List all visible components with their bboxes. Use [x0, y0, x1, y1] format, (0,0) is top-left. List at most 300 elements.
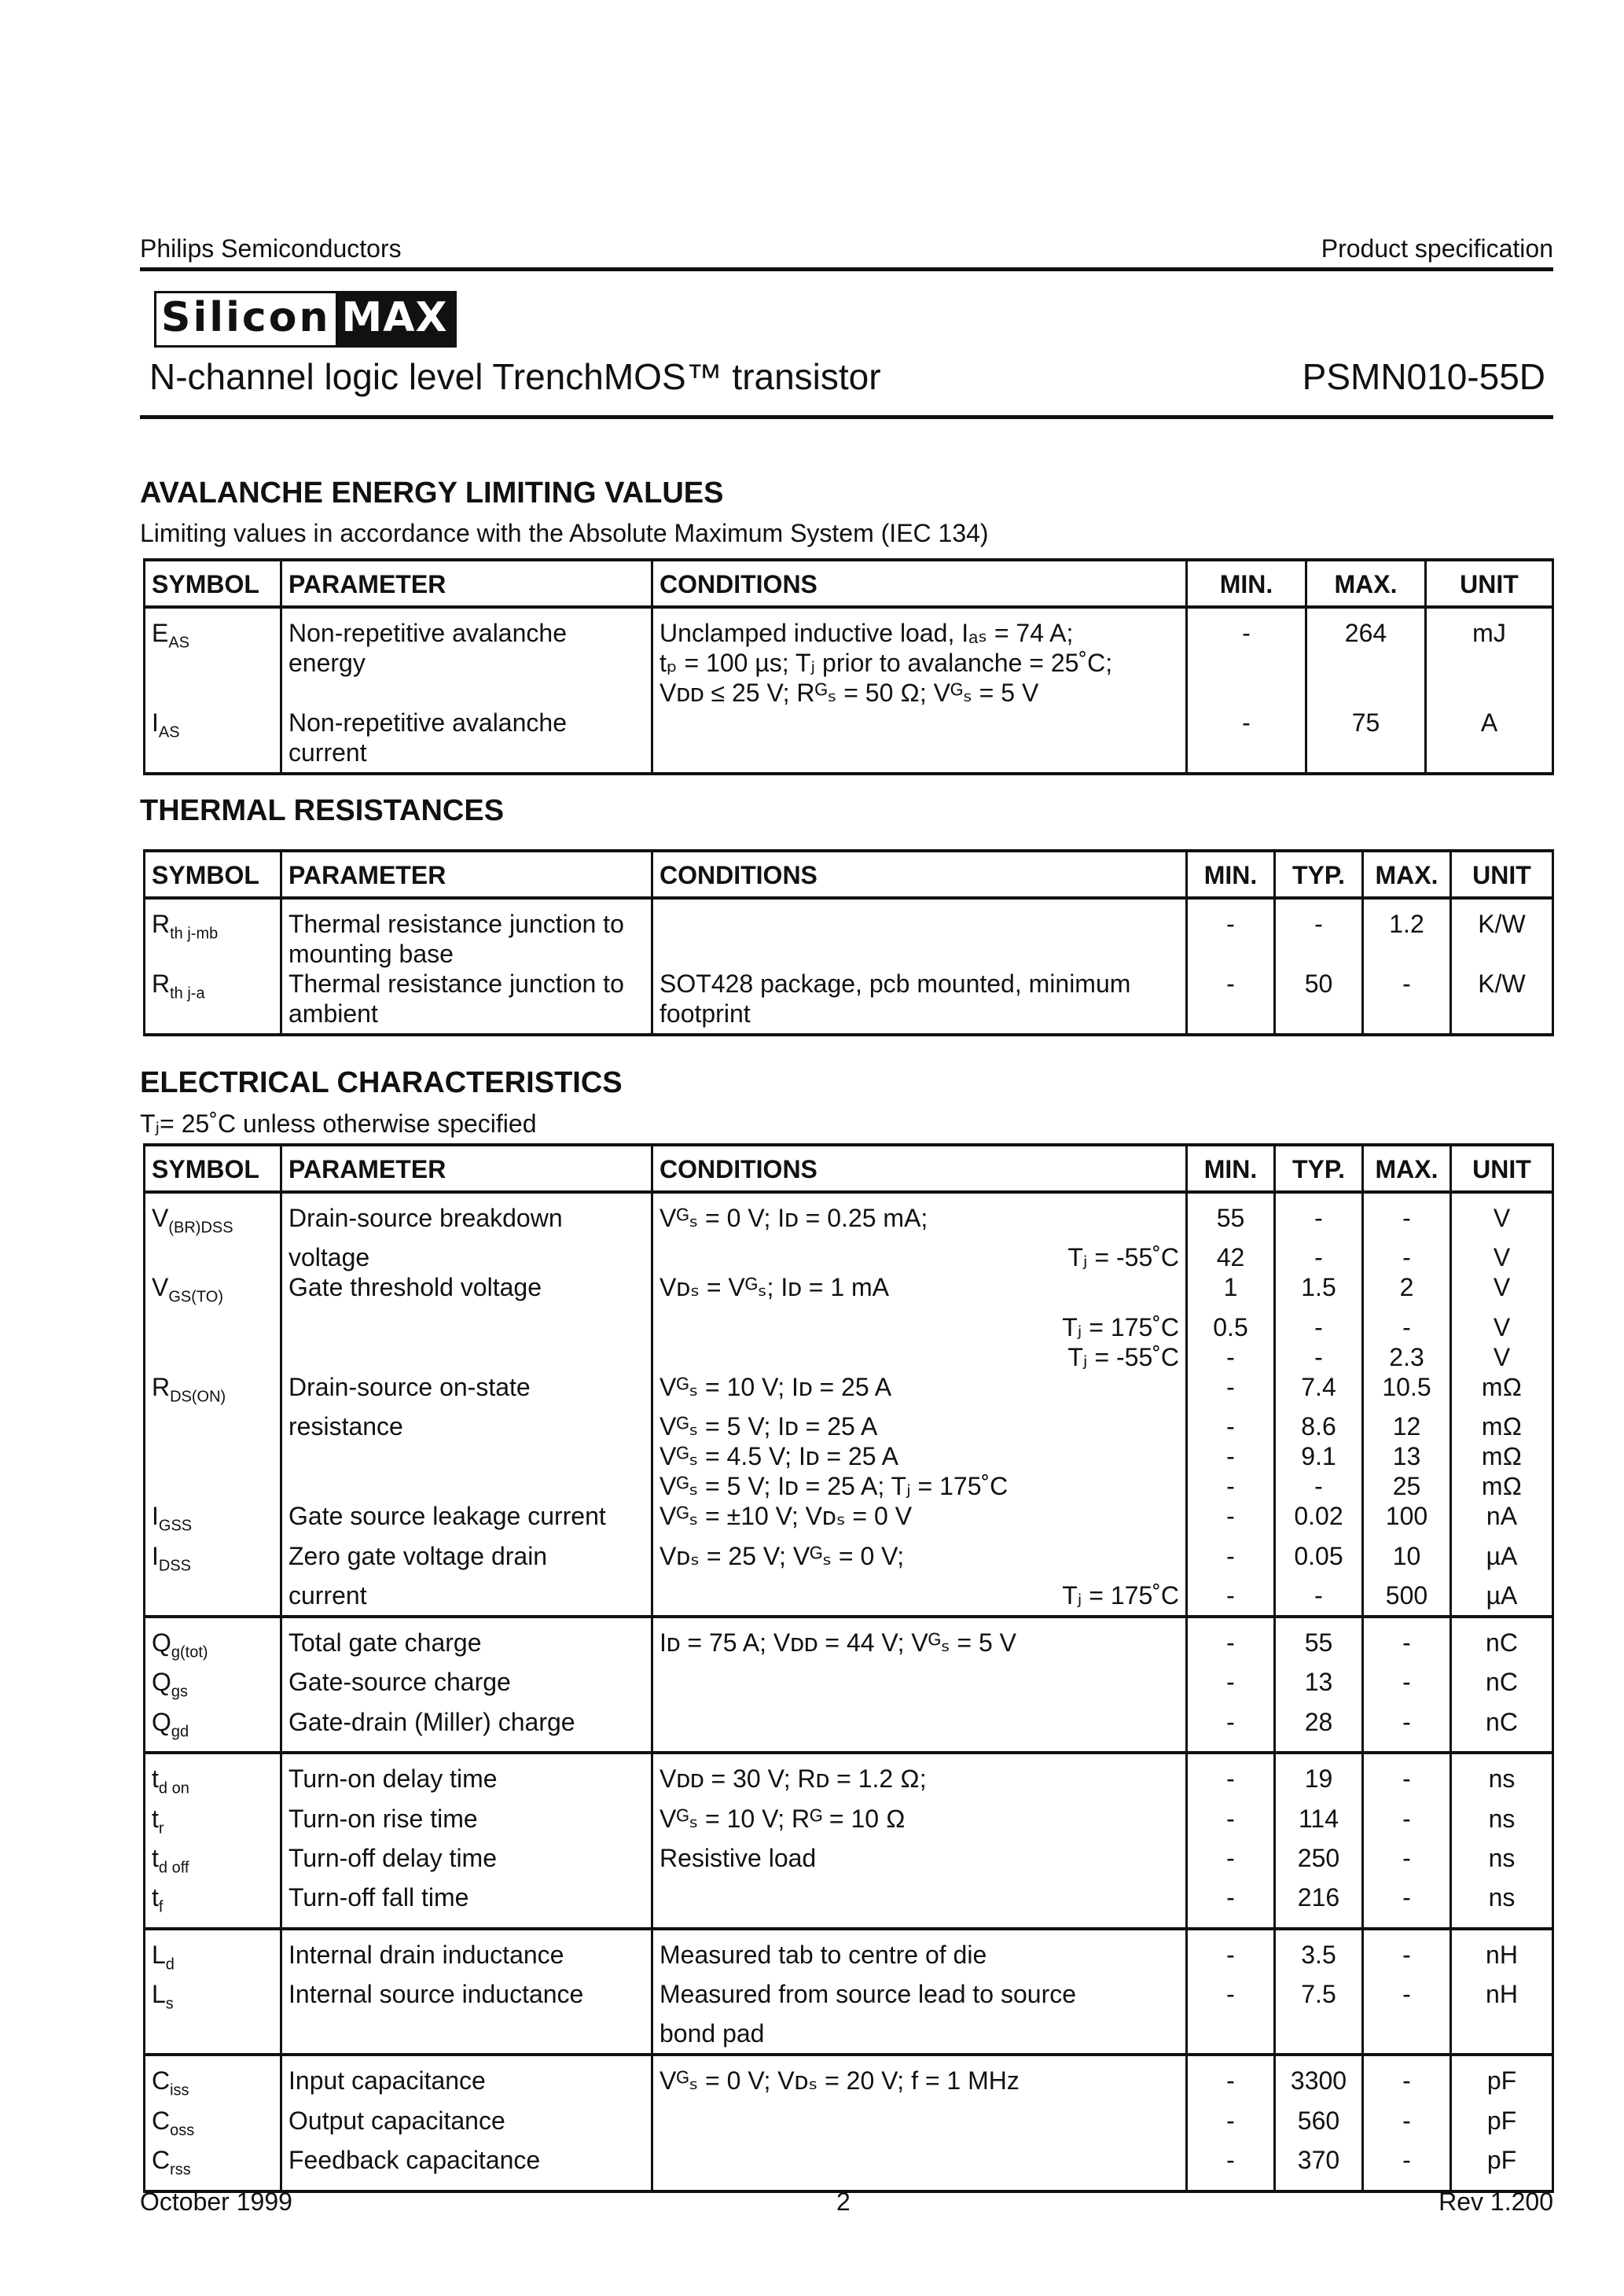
- table-row: [145, 1929, 1553, 1979]
- max-cell: -: [1363, 1707, 1451, 1753]
- symbol-cell: [145, 898, 281, 969]
- conditions-cell: [652, 1979, 1187, 2018]
- unit-cell: V: [1451, 1312, 1553, 1342]
- col-symbol: SYMBOL: [145, 851, 281, 898]
- symbol-sub: g(tot): [171, 1643, 208, 1661]
- max-cell: -: [1363, 2106, 1451, 2145]
- logo-text-max: MAX: [336, 293, 454, 345]
- table-header-row: [145, 560, 1553, 607]
- table-row: [145, 607, 1553, 708]
- col-unit: UNIT: [1426, 560, 1553, 607]
- conditions-cell: [652, 1707, 1187, 1753]
- max-cell: 2.3: [1363, 1342, 1451, 1372]
- symbol-sub: DSS: [158, 1556, 192, 1574]
- symbol: I: [152, 1502, 159, 1531]
- parameter-cell: Gate threshold voltage: [281, 1272, 652, 1312]
- parameter-cell: Total gate charge: [281, 1617, 652, 1667]
- col-max: MAX.: [1363, 1145, 1451, 1192]
- symbol-cell: [145, 1979, 281, 2018]
- min-cell: -: [1187, 1804, 1275, 1843]
- avalanche-note: Limiting values in accordance with the Absolute Maximum System (IEC 134): [140, 519, 989, 547]
- conditions-cell: [652, 1541, 1187, 1580]
- table-row: [145, 1667, 1553, 1706]
- parameter-cell: Internal source inductance: [281, 1979, 652, 2018]
- table-row: [145, 1843, 1553, 1882]
- conditions-cell: [652, 607, 1187, 708]
- symbol: L: [152, 1940, 166, 1969]
- col-symbol: SYMBOL: [145, 1145, 281, 1192]
- col-parameter: PARAMETER: [281, 560, 652, 607]
- unit-cell: pF: [1451, 2055, 1553, 2105]
- condition-line: tₚ = 100 µs; Tⱼ prior to avalanche = 25˚C;: [660, 649, 1113, 677]
- max-cell: -: [1363, 1979, 1451, 2018]
- table-row: [145, 969, 1553, 1035]
- symbol-sub: f: [158, 1898, 164, 1916]
- symbol-cell: [145, 1843, 281, 1882]
- table-header-row: [145, 851, 1553, 898]
- max-cell: 12: [1363, 1411, 1451, 1441]
- symbol-cell: [145, 1372, 281, 1411]
- col-conditions: CONDITIONS: [652, 560, 1187, 607]
- symbol: R: [152, 970, 171, 998]
- typ-cell: 19: [1275, 1753, 1363, 1803]
- parameter-cell: Drain-source on-state: [281, 1372, 652, 1411]
- condition-line: Vᴳₛ = 0 V; Iᴅ = 0.25 mA;: [660, 1204, 928, 1232]
- min-cell: -: [1187, 1882, 1275, 1928]
- table-row: [145, 1411, 1553, 1441]
- symbol-cell: [145, 1441, 281, 1471]
- symbol-cell: [145, 1617, 281, 1667]
- symbol: Q: [152, 1628, 171, 1657]
- table-row: [145, 1441, 1553, 1471]
- table-row: [145, 898, 1553, 969]
- max-cell: -: [1363, 1192, 1451, 1242]
- table-row: [145, 1979, 1553, 2018]
- max-cell: 264: [1306, 607, 1426, 708]
- unit-cell: V: [1451, 1272, 1553, 1312]
- parameter-cell: [281, 1342, 652, 1372]
- symbol-sub: gd: [171, 1723, 189, 1741]
- conditions-cell: [652, 1471, 1187, 1501]
- condition-line: Vᴳₛ = 10 V; Iᴅ = 25 A: [660, 1372, 892, 1401]
- symbol-sub: GS(TO): [168, 1288, 223, 1306]
- typ-cell: -: [1275, 898, 1363, 969]
- max-cell: [1363, 2018, 1451, 2055]
- col-conditions: CONDITIONS: [652, 851, 1187, 898]
- conditions-cell: [652, 1441, 1187, 1471]
- symbol: Q: [152, 1668, 171, 1697]
- doc-type: Product specification: [1321, 234, 1553, 263]
- conditions-cell: [652, 1242, 1187, 1272]
- symbol: R: [152, 910, 171, 938]
- symbol-cell: [145, 2018, 281, 2055]
- thermal-table: [143, 849, 1554, 1036]
- min-cell: -: [1187, 1471, 1275, 1501]
- symbol-cell: [145, 1753, 281, 1803]
- max-cell: -: [1363, 1804, 1451, 1843]
- row-group: [145, 1929, 1553, 2055]
- symbol-sub: th j-mb: [170, 925, 219, 943]
- unit-cell: nA: [1451, 1501, 1553, 1540]
- max-cell: -: [1363, 1882, 1451, 1928]
- typ-cell: 28: [1275, 1707, 1363, 1753]
- symbol-sub: th j-a: [170, 984, 205, 1003]
- typ-cell: 8.6: [1275, 1411, 1363, 1441]
- table-row: [145, 1242, 1553, 1272]
- symbol-cell: [145, 2055, 281, 2105]
- min-cell: -: [1187, 2106, 1275, 2145]
- max-cell: -: [1363, 1843, 1451, 1882]
- unit-cell: nH: [1451, 1929, 1553, 1979]
- symbol-sub: iss: [170, 2081, 189, 2099]
- typ-cell: 1.5: [1275, 1272, 1363, 1312]
- typ-cell: 7.5: [1275, 1979, 1363, 2018]
- unit-cell: mΩ: [1451, 1411, 1553, 1441]
- parameter-cell: [281, 1312, 652, 1342]
- typ-cell: 216: [1275, 1882, 1363, 1928]
- min-cell: -: [1187, 1411, 1275, 1441]
- symbol-cell: [145, 1929, 281, 1979]
- unit-cell: ns: [1451, 1882, 1553, 1928]
- min-cell: -: [1187, 1501, 1275, 1540]
- condition-temperature: Tⱼ = -55˚C: [1067, 1243, 1179, 1272]
- typ-cell: 3300: [1275, 2055, 1363, 2105]
- symbol-sub: GSS: [158, 1517, 193, 1535]
- parameter-cell: Turn-on rise time: [281, 1804, 652, 1843]
- logo-text-silicon: Silicon: [156, 293, 336, 345]
- table-row: [145, 1541, 1553, 1580]
- table-row: [145, 1192, 1553, 1242]
- condition-line: Vᴳₛ = 5 V; Iᴅ = 25 A: [660, 1412, 878, 1441]
- conditions-cell: [652, 1411, 1187, 1441]
- min-cell: -: [1187, 2055, 1275, 2105]
- max-cell: -: [1363, 969, 1451, 1035]
- typ-cell: -: [1275, 1242, 1363, 1272]
- parameter-cell: Output capacitance: [281, 2106, 652, 2145]
- min-cell: -: [1187, 1753, 1275, 1803]
- unit-cell: pF: [1451, 2106, 1553, 2145]
- max-cell: -: [1363, 1753, 1451, 1803]
- device-title: N-channel logic level TrenchMOS™ transistor: [149, 356, 881, 397]
- parameter-cell: Turn-on delay time: [281, 1753, 652, 1803]
- min-cell: -: [1187, 1617, 1275, 1667]
- symbol-cell: [145, 1707, 281, 1753]
- avalanche-table: [143, 558, 1554, 775]
- condition-line: Vᴳₛ = ±10 V; Vᴅₛ = 0 V: [660, 1502, 913, 1531]
- symbol-sub: d: [165, 1956, 175, 1974]
- symbol-cell: [145, 2106, 281, 2145]
- table-row: [145, 1617, 1553, 1667]
- typ-cell: 250: [1275, 1843, 1363, 1882]
- condition-temperature: Tⱼ = 175˚C: [1062, 1312, 1179, 1341]
- typ-cell: -: [1275, 1342, 1363, 1372]
- conditions-cell: [652, 2145, 1187, 2191]
- symbol-cell: [145, 1471, 281, 1501]
- conditions-cell: [652, 2106, 1187, 2145]
- symbol-sub: d on: [158, 1779, 189, 1797]
- max-cell: -: [1363, 1312, 1451, 1342]
- typ-cell: 55: [1275, 1617, 1363, 1667]
- unit-cell: V: [1451, 1242, 1553, 1272]
- typ-cell: 3.5: [1275, 1929, 1363, 1979]
- unit-cell: K/W: [1451, 969, 1553, 1035]
- avalanche-heading: AVALANCHE ENERGY LIMITING VALUES: [140, 476, 724, 510]
- max-cell: 2: [1363, 1272, 1451, 1312]
- condition-line: Vᴳₛ = 0 V; Vᴅₛ = 20 V; f = 1 MHz: [660, 2066, 1020, 2095]
- col-conditions: CONDITIONS: [652, 1145, 1187, 1192]
- symbol: I: [152, 708, 159, 737]
- col-typ: TYP.: [1275, 851, 1363, 898]
- unit-cell: mJ: [1426, 607, 1553, 708]
- unit-cell: ns: [1451, 1753, 1553, 1803]
- condition-line: Vᴅₛ = Vᴳₛ; Iᴅ = 1 mA: [660, 1273, 890, 1302]
- typ-cell: 0.02: [1275, 1501, 1363, 1540]
- symbol-sub: s: [165, 1995, 174, 2013]
- min-cell: 1: [1187, 1272, 1275, 1312]
- table-header-row: [145, 1145, 1553, 1192]
- parameter-cell: resistance: [281, 1411, 652, 1441]
- conditions-cell: [652, 1312, 1187, 1342]
- min-cell: -: [1187, 607, 1306, 708]
- typ-cell: -: [1275, 1471, 1363, 1501]
- symbol-cell: [145, 1541, 281, 1580]
- condition-line: Iᴅ = 75 A; Vᴅᴅ = 44 V; Vᴳₛ = 5 V: [660, 1628, 1017, 1657]
- conditions-cell: [652, 1753, 1187, 1803]
- symbol-sub: DS(ON): [170, 1388, 226, 1406]
- condition-line: Unclamped inductive load, Iₐₛ = 74 A;: [660, 619, 1074, 647]
- parameter-cell: Turn-off fall time: [281, 1882, 652, 1928]
- condition-line: Resistive load: [660, 1843, 817, 1872]
- parameter-cell: Thermal resistance junction to ambient: [281, 969, 652, 1035]
- typ-cell: 114: [1275, 1804, 1363, 1843]
- condition-line: Vᴅₛ = 25 V; Vᴳₛ = 0 V;: [660, 1541, 905, 1570]
- min-cell: -: [1187, 1342, 1275, 1372]
- row-group: [145, 2055, 1553, 2191]
- table-row: [145, 2018, 1553, 2055]
- header-rule: [140, 267, 1553, 271]
- max-cell: 25: [1363, 1471, 1451, 1501]
- typ-cell: -: [1275, 1312, 1363, 1342]
- unit-cell: µA: [1451, 1541, 1553, 1580]
- min-cell: -: [1187, 1441, 1275, 1471]
- symbol: Q: [152, 1707, 171, 1736]
- parameter-cell: Drain-source breakdown: [281, 1192, 652, 1242]
- unit-cell: mΩ: [1451, 1372, 1553, 1411]
- condition-line: Vᴳₛ = 5 V; Iᴅ = 25 A; Tⱼ = 175˚C: [660, 1472, 1009, 1501]
- electrical-note: Tⱼ= 25˚C unless otherwise specified: [140, 1109, 537, 1138]
- symbol-sub: rss: [170, 2161, 191, 2179]
- condition-line: Vᴅᴅ = 30 V; Rᴅ = 1.2 Ω;: [660, 1764, 927, 1794]
- parameter-cell: Thermal resistance junction to mounting base: [281, 898, 652, 969]
- table-row: [145, 1580, 1553, 1617]
- typ-cell: -: [1275, 1192, 1363, 1242]
- conditions-cell: SOT428 package, pcb mounted, minimum footprint: [652, 969, 1187, 1035]
- typ-cell: 560: [1275, 2106, 1363, 2145]
- max-cell: -: [1363, 2055, 1451, 2105]
- conditions-cell: [652, 1580, 1187, 1617]
- col-symbol: SYMBOL: [145, 560, 281, 607]
- min-cell: [1187, 2018, 1275, 2055]
- table-row: [145, 1272, 1553, 1312]
- symbol-cell: [145, 2145, 281, 2191]
- unit-cell: ns: [1451, 1804, 1553, 1843]
- table-row: [145, 1753, 1553, 1803]
- part-number: PSMN010-55D: [1302, 356, 1545, 397]
- min-cell: -: [1187, 1843, 1275, 1882]
- col-min: MIN.: [1187, 560, 1306, 607]
- conditions-cell: [652, 1843, 1187, 1882]
- symbol: V: [152, 1204, 169, 1232]
- parameter-cell: Non-repetitive avalanche energy: [281, 607, 652, 708]
- symbol-cell: [145, 1804, 281, 1843]
- symbol-cell: [145, 1342, 281, 1372]
- min-cell: -: [1187, 1372, 1275, 1411]
- parameter-cell: Input capacitance: [281, 2055, 652, 2105]
- min-cell: -: [1187, 1707, 1275, 1753]
- conditions-cell: [652, 1804, 1187, 1843]
- conditions-cell: [652, 898, 1187, 969]
- unit-cell: K/W: [1451, 898, 1553, 969]
- symbol: R: [152, 1372, 171, 1401]
- row-group: [145, 1617, 1553, 1753]
- table-row: [145, 1372, 1553, 1411]
- condition-line: Vᴅᴅ ≤ 25 V; Rᴳₛ = 50 Ω; Vᴳₛ = 5 V: [660, 679, 1039, 707]
- symbol-cell: [145, 1192, 281, 1242]
- col-max: MAX.: [1363, 851, 1451, 898]
- min-cell: -: [1187, 1979, 1275, 2018]
- conditions-cell: [652, 1342, 1187, 1372]
- title-rule: [140, 415, 1553, 419]
- parameter-cell: Gate-drain (Miller) charge: [281, 1707, 652, 1753]
- table-row: [145, 1312, 1553, 1342]
- max-cell: 10.5: [1363, 1372, 1451, 1411]
- table-row: [145, 708, 1553, 774]
- row-group: [145, 1753, 1553, 1929]
- siliconmax-logo: [154, 291, 457, 348]
- unit-cell: mΩ: [1451, 1441, 1553, 1471]
- conditions-cell: [652, 2055, 1187, 2105]
- max-cell: -: [1363, 1242, 1451, 1272]
- col-typ: TYP.: [1275, 1145, 1363, 1192]
- symbol: L: [152, 1980, 166, 2009]
- conditions-cell: [652, 1929, 1187, 1979]
- col-min: MIN.: [1187, 851, 1275, 898]
- unit-cell: [1451, 2018, 1553, 2055]
- symbol-cell: [145, 1411, 281, 1441]
- condition-line: Measured from source lead to source: [660, 1980, 1077, 2009]
- condition-line: bond pad: [660, 2019, 765, 2048]
- max-cell: 10: [1363, 1541, 1451, 1580]
- symbol-sub: gs: [171, 1683, 189, 1701]
- min-cell: -: [1187, 1580, 1275, 1617]
- unit-cell: ns: [1451, 1843, 1553, 1882]
- table-row: [145, 1342, 1553, 1372]
- symbol: V: [152, 1273, 169, 1302]
- symbol-sub: (BR)DSS: [168, 1219, 233, 1237]
- footer-revision: Rev 1.200: [1438, 2187, 1553, 2216]
- row-group: [145, 1192, 1553, 1617]
- company-name: Philips Semiconductors: [140, 234, 402, 263]
- typ-cell: -: [1275, 1580, 1363, 1617]
- parameter-cell: [281, 1471, 652, 1501]
- parameter-cell: [281, 1441, 652, 1471]
- symbol-cell: [145, 708, 281, 774]
- min-cell: -: [1187, 2145, 1275, 2191]
- parameter-cell: Gate source leakage current: [281, 1501, 652, 1540]
- symbol-sub: AS: [158, 723, 180, 741]
- conditions-cell: [652, 1372, 1187, 1411]
- parameter-cell: Turn-off delay time: [281, 1843, 652, 1882]
- symbol-cell: [145, 1501, 281, 1540]
- electrical-heading: ELECTRICAL CHARACTERISTICS: [140, 1066, 623, 1099]
- unit-cell: mΩ: [1451, 1471, 1553, 1501]
- unit-cell: pF: [1451, 2145, 1553, 2191]
- footer-date: October 1999: [140, 2187, 292, 2216]
- typ-cell: 9.1: [1275, 1441, 1363, 1471]
- typ-cell: 7.4: [1275, 1372, 1363, 1411]
- max-cell: -: [1363, 1617, 1451, 1667]
- min-cell: -: [1187, 1667, 1275, 1706]
- parameter-cell: Internal drain inductance: [281, 1929, 652, 1979]
- min-cell: -: [1187, 708, 1306, 774]
- symbol-cell: [145, 1272, 281, 1312]
- max-cell: 13: [1363, 1441, 1451, 1471]
- min-cell: 55: [1187, 1192, 1275, 1242]
- min-cell: -: [1187, 1929, 1275, 1979]
- symbol-sub: d off: [158, 1859, 189, 1877]
- unit-cell: V: [1451, 1192, 1553, 1242]
- conditions-cell: [652, 1882, 1187, 1928]
- symbol-cell: [145, 1242, 281, 1272]
- thermal-heading: THERMAL RESISTANCES: [140, 794, 505, 827]
- parameter-cell: [281, 2018, 652, 2055]
- min-cell: -: [1187, 898, 1275, 969]
- symbol-sub: r: [158, 1819, 164, 1837]
- symbol-cell: [145, 1882, 281, 1928]
- symbol: C: [152, 2106, 171, 2135]
- max-cell: 1.2: [1363, 898, 1451, 969]
- symbol-cell: [145, 969, 281, 1035]
- col-parameter: PARAMETER: [281, 1145, 652, 1192]
- symbol: t: [152, 1764, 159, 1794]
- unit-cell: nC: [1451, 1667, 1553, 1706]
- table-row: [145, 1882, 1553, 1928]
- symbol: t: [152, 1804, 159, 1833]
- conditions-cell: [652, 1617, 1187, 1667]
- max-cell: -: [1363, 1929, 1451, 1979]
- condition-line: Vᴳₛ = 10 V; Rᴳ = 10 Ω: [660, 1804, 906, 1833]
- symbol: t: [152, 1883, 159, 1912]
- parameter-cell: Non-repetitive avalanche current: [281, 708, 652, 774]
- typ-cell: 370: [1275, 2145, 1363, 2191]
- unit-cell: nC: [1451, 1707, 1553, 1753]
- max-cell: -: [1363, 1667, 1451, 1706]
- unit-cell: nH: [1451, 1979, 1553, 2018]
- page-number: 2: [836, 2187, 851, 2216]
- typ-cell: [1275, 2018, 1363, 2055]
- parameter-cell: voltage: [281, 1242, 652, 1272]
- symbol: I: [152, 1541, 159, 1570]
- conditions-cell: [652, 1192, 1187, 1242]
- max-cell: -: [1363, 2145, 1451, 2191]
- table-row: [145, 2145, 1553, 2191]
- min-cell: 42: [1187, 1242, 1275, 1272]
- table-row: [145, 1804, 1553, 1843]
- table-row: [145, 2106, 1553, 2145]
- col-min: MIN.: [1187, 1145, 1275, 1192]
- table-row: [145, 1501, 1553, 1540]
- min-cell: -: [1187, 969, 1275, 1035]
